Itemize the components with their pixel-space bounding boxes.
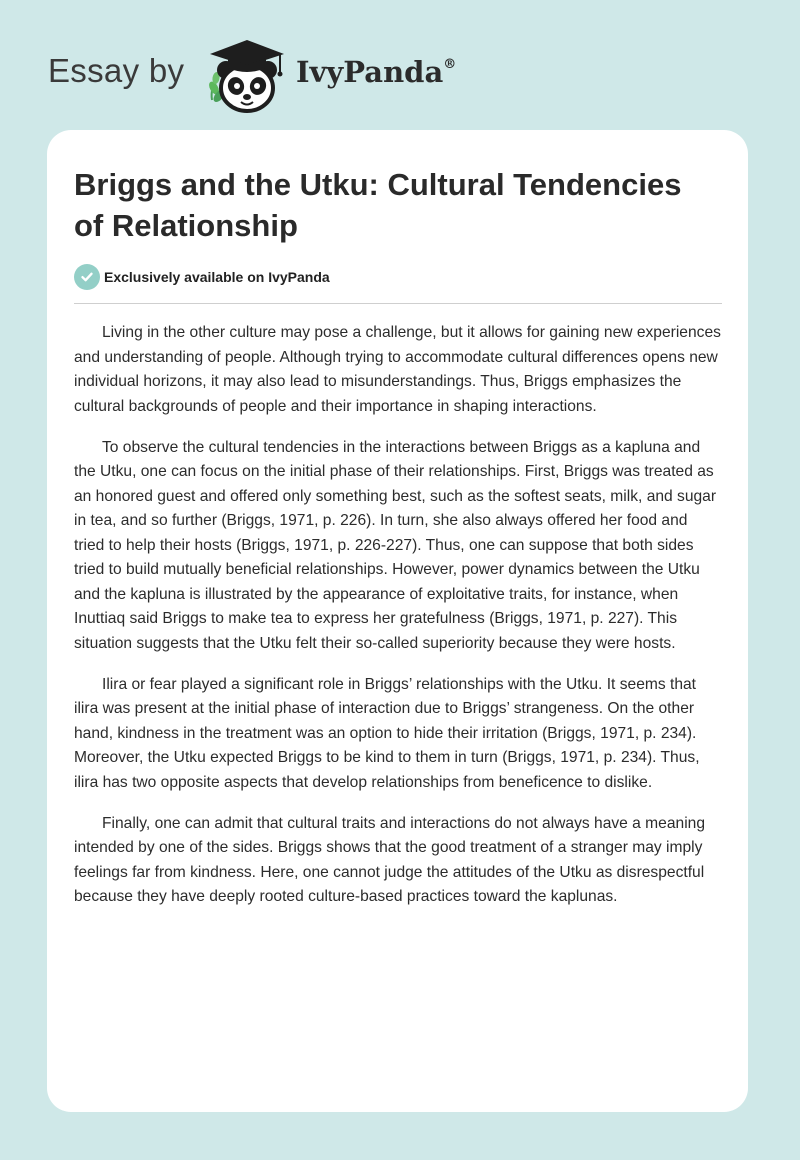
brand-name[interactable] bbox=[296, 55, 456, 89]
paragraph-4: Finally, one can admit that cultural traits and interactions do not always have a meaning intended by one of the sides. Briggs shows that the good treatment of a stranger may imply feelings far from kindness. Here, one cannot judge the attitudes of the Utku as disrespectful because they have deeply rooted culture-based practices toward the kaplunas. bbox=[74, 814, 706, 905]
check-circle-icon bbox=[74, 264, 100, 290]
exclusive-badge-text: Exclusively available on IvyPanda bbox=[104, 269, 330, 285]
essay-by-label: Essay by bbox=[48, 52, 185, 89]
essay-body bbox=[74, 321, 722, 926]
divider bbox=[74, 303, 722, 304]
site-header bbox=[48, 34, 508, 114]
paragraph-3: Ilira or fear played a significant role in Briggs’ relationships with the Utku. It seems that ilira was present at the initial phase of interaction due to Briggs’ strangeness. On the other hand, kindness in the treatment was an option to hide their irritation (Briggs, 1971, p. 234). Moreover, the Utku expected Briggs to be kind to them in turn (Briggs, 1971, p. 234). Thus, ilira has two opposite aspects that develop relationships from beneficence to dislike. bbox=[74, 675, 700, 791]
page-title: Briggs and the Utku: Cultural Tendencies of Relationship bbox=[74, 167, 682, 243]
paragraph-1: Living in the other culture may pose a challenge, but it allows for gaining new experiences and understanding of people. Although trying to accommodate cultural differences opens new individual horizons, it may also lead to misunderstandings. Thus, Briggs emphasizes the cultural backgrounds of people and their importance in shaping interactions. bbox=[74, 324, 721, 415]
panda-graduation-cap-icon[interactable] bbox=[204, 34, 290, 114]
essay-card bbox=[47, 130, 748, 1112]
registered-mark: ® bbox=[443, 57, 457, 72]
brand-text: IvyPanda bbox=[296, 55, 444, 89]
exclusive-badge bbox=[74, 264, 330, 290]
paragraph-2: To observe the cultural tendencies in the interactions between Briggs as a kapluna and the Utku, one can focus on the initial phase of their relationships. First, Briggs was treated as an honored guest and offered only something best, such as the softest seats, milk, and sugar in tea, and so further (Briggs, 1971, p. 226). In turn, she also always offered her food and tried to help their hosts (Briggs, 1971, p. 226-227). Thus, one can suppose that both sides tried to build mutually beneficial relationships. However, power dynamics between the Utku and the kapluna is illustrated by the appearance of exploitative traits, for instance, when Inuttiaq said Briggs to make tea to express her gratefulness (Briggs, 1971, p. 227). This situation suggests that the Utku felt their so-called superiority because they were hosts. bbox=[74, 438, 717, 652]
